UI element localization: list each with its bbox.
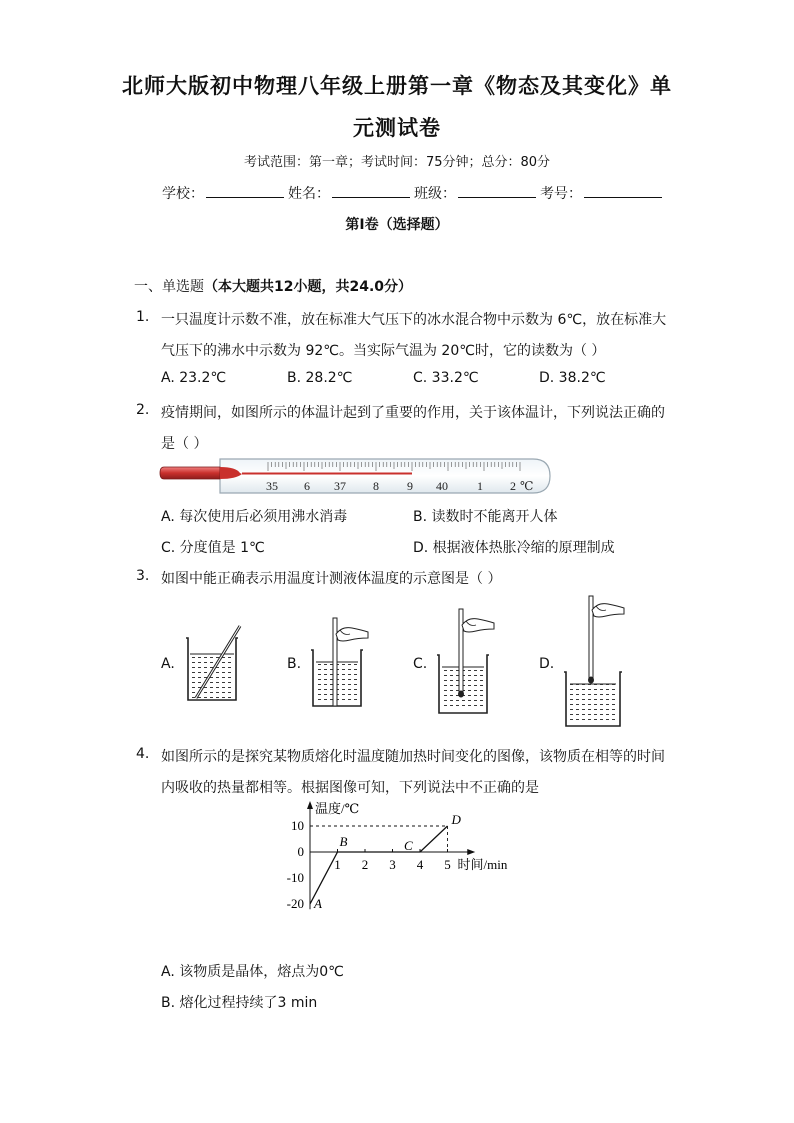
- q2-option-a[interactable]: A. 每次使用后必须用沸水消毒: [161, 509, 348, 525]
- scale-label: 8: [373, 479, 379, 493]
- q4-option-a[interactable]: A. 该物质是晶体，熔点为0℃: [161, 964, 344, 980]
- q3-line1: 如图中能正确表示用温度计测液体温度的示意图是（ ）: [161, 571, 502, 587]
- q2-option-c[interactable]: C. 分度值是 1℃: [161, 540, 265, 556]
- q1-number: 1.: [136, 309, 150, 325]
- x-tick-label: 2: [361, 857, 369, 872]
- x-tick-label: 1: [334, 857, 341, 872]
- y-tick-label: 10: [291, 818, 304, 833]
- q4-option-b[interactable]: B. 熔化过程持续了3 min: [161, 995, 318, 1011]
- y-axis-label: 温度/℃: [315, 801, 360, 816]
- q3-option-c-label[interactable]: C.: [413, 656, 428, 672]
- scale-label: 35: [266, 479, 278, 493]
- q2-number: 2.: [136, 402, 150, 418]
- q4-line2: 内吸收的热量都相等。根据图像可知，下列说法中不正确的是: [161, 780, 539, 796]
- x-axis-arrow: [467, 849, 475, 855]
- school-label: 学校：: [162, 186, 204, 202]
- q1-line1: 一只温度计示数不准，放在标准大气压下的冰水混合物中示数为 6℃，放在标准大: [161, 312, 667, 328]
- scale-label: 37: [334, 479, 346, 493]
- q1-option-b[interactable]: B. 28.2℃: [287, 370, 353, 386]
- q3-option-a-label[interactable]: A.: [161, 656, 175, 672]
- y-tick-label: -10: [286, 870, 304, 885]
- student-fields: [162, 183, 666, 203]
- class-label: 班级：: [414, 186, 456, 202]
- class-field[interactable]: [458, 185, 536, 198]
- point-label: D: [451, 812, 461, 827]
- x-tick-label: 4: [416, 857, 424, 872]
- y-axis-arrow: [307, 801, 313, 809]
- q3-option-b-label[interactable]: B.: [287, 656, 302, 672]
- melting-graph: [270, 795, 530, 925]
- beaker-figure-a: [180, 620, 250, 705]
- scale-label: 1: [477, 479, 483, 493]
- x-axis-label: 时间/min: [457, 857, 508, 872]
- temperature-curve: [310, 826, 448, 904]
- scale-label: ℃: [520, 479, 534, 493]
- q2-option-b[interactable]: B. 读数时不能离开人体: [413, 509, 558, 525]
- beaker-figure-d: [558, 592, 633, 732]
- scale-label: 2: [510, 479, 516, 493]
- q3-number: 3.: [136, 568, 150, 584]
- scale-label: 9: [407, 479, 413, 493]
- point-label: A: [314, 896, 322, 911]
- section-prefix: 一、单选题: [134, 279, 204, 295]
- q3-option-d-label[interactable]: D.: [539, 656, 555, 672]
- x-tick-label: 3: [389, 857, 396, 872]
- exam-number-field[interactable]: [584, 185, 662, 198]
- y-tick-label: 0: [297, 844, 304, 859]
- x-tick-label: 5: [444, 857, 451, 872]
- beaker-figure-c: [432, 603, 502, 718]
- q2-option-d[interactable]: D. 根据液体热胀冷缩的原理制成: [413, 540, 615, 556]
- q1-line2: 气压下的沸水中示数为 92℃。当实际气温为 20℃时，它的读数为（ ）: [161, 343, 606, 359]
- y-tick-label: -20: [286, 896, 304, 911]
- point-label: B: [339, 834, 348, 849]
- q1-option-c[interactable]: C. 33.2℃: [413, 370, 479, 386]
- school-field[interactable]: [206, 185, 284, 198]
- exam-info: 考试范围：第一章；考试时间：75分钟；总分：80分: [243, 155, 551, 170]
- volume-title: 第I卷（选择题）: [345, 217, 449, 233]
- q1-option-d[interactable]: D. 38.2℃: [539, 370, 606, 386]
- scale-label: 40: [436, 479, 448, 493]
- section-title: [134, 276, 412, 296]
- clinical-thermometer-figure: [158, 455, 558, 500]
- q1-option-a[interactable]: A. 23.2℃: [161, 370, 227, 386]
- name-field[interactable]: [332, 185, 410, 198]
- q2-line1: 疫情期间，如图所示的体温计起到了重要的作用，关于该体温计，下列说法正确的: [161, 405, 665, 421]
- point-label: C: [404, 838, 413, 853]
- scale-label: 6: [304, 479, 310, 493]
- q2-line2: 是（ ）: [161, 436, 208, 452]
- q4-line1: 如图所示的是探究某物质熔化时温度随加热时间变化的图像，该物质在相等的时间: [161, 749, 665, 765]
- page-title-line2: 元测试卷: [353, 115, 441, 140]
- q4-number: 4.: [136, 746, 150, 762]
- exam-number-label: 考号：: [540, 186, 582, 202]
- page-title-line1: 北师大版初中物理八年级上册第一章《物态及其变化》单: [122, 73, 672, 98]
- name-label: 姓名：: [288, 186, 330, 202]
- beaker-figure-b: [306, 612, 376, 712]
- section-detail: （本大题共12小题，共24.0分）: [204, 279, 413, 295]
